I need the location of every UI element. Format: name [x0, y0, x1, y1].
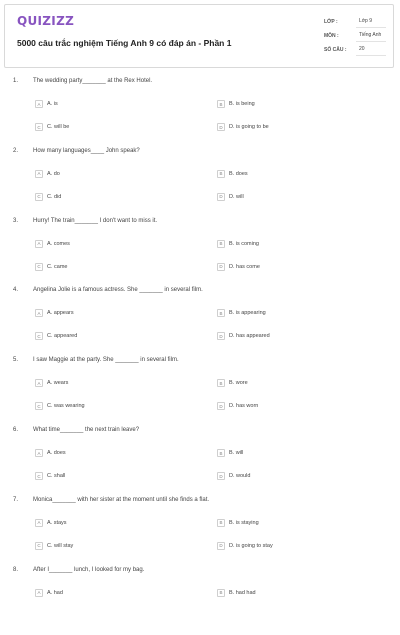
option-letter-box: A	[35, 449, 43, 457]
question-4	[0, 287, 400, 355]
question-number: 8.	[13, 566, 19, 573]
option-text: B. is coming	[229, 240, 259, 247]
question-8	[0, 567, 400, 635]
option-text: A. comes	[47, 240, 70, 247]
option-letter-box: B	[217, 100, 225, 108]
option-text: A. does	[47, 450, 66, 456]
option-b[interactable]	[217, 518, 259, 528]
option-a[interactable]	[35, 588, 63, 598]
question-text: Monica_______ with her sister at the moment until she finds a flat.	[33, 496, 210, 503]
option-b[interactable]	[217, 588, 256, 598]
option-b[interactable]	[217, 169, 248, 179]
option-letter-box: B	[217, 309, 225, 317]
option-text: C. came	[47, 263, 68, 270]
option-b[interactable]	[217, 448, 243, 458]
worksheet-header	[4, 4, 394, 68]
option-d[interactable]	[217, 541, 273, 551]
option-text: D. will	[229, 193, 244, 200]
question-text: What time_______ the next train leave?	[33, 427, 140, 433]
option-letter-box: C	[35, 123, 43, 131]
question-2	[0, 148, 400, 216]
meta-label: SỐ CÂU :	[324, 47, 347, 53]
option-letter-box: C	[35, 332, 43, 340]
option-text: B. had had	[229, 589, 256, 596]
option-text: A. is	[47, 101, 58, 107]
option-d[interactable]	[217, 122, 269, 132]
option-letter-box: D	[217, 402, 225, 410]
question-number: 7.	[13, 496, 19, 503]
option-text: A. wears	[47, 380, 69, 387]
meta-row-subject	[324, 29, 386, 43]
option-letter-box: D	[217, 542, 225, 550]
question-text: The wedding party_______ at the Rex Hotel.	[33, 78, 153, 84]
option-a[interactable]	[35, 239, 70, 249]
question-text: How many languages____ John speak?	[33, 147, 140, 154]
meta-value: Tiếng Anh	[356, 30, 386, 42]
option-c[interactable]	[35, 541, 73, 551]
question-text: I saw Maggie at the party. She _______ in several film.	[33, 357, 179, 364]
option-letter-box: B	[217, 519, 225, 527]
option-a[interactable]	[35, 518, 67, 528]
option-text: B. wore	[229, 380, 248, 387]
option-a[interactable]	[35, 169, 60, 179]
option-text: D. has appeared	[229, 333, 270, 340]
option-b[interactable]	[217, 378, 248, 388]
question-number: 6.	[13, 427, 19, 433]
meta-value: 20	[356, 44, 386, 56]
option-text: C. will be	[47, 124, 70, 130]
option-letter-box: B	[217, 449, 225, 457]
option-c[interactable]	[35, 122, 69, 132]
option-text: A. appears	[47, 310, 74, 317]
option-d[interactable]	[217, 192, 244, 202]
option-c[interactable]	[35, 401, 85, 411]
option-text: A. had	[47, 589, 63, 596]
meta-value: Lớp 9	[356, 16, 386, 28]
question-number: 2.	[13, 147, 19, 154]
option-letter-box: C	[35, 193, 43, 201]
option-b[interactable]	[217, 239, 259, 249]
option-d[interactable]	[217, 401, 258, 411]
option-letter-box: D	[217, 472, 225, 480]
option-a[interactable]	[35, 378, 68, 388]
option-letter-box: B	[217, 589, 225, 597]
question-number: 3.	[13, 217, 19, 224]
worksheet-meta	[324, 15, 386, 57]
option-letter-box: C	[35, 402, 43, 410]
option-a[interactable]	[35, 308, 74, 318]
option-a[interactable]	[35, 448, 66, 458]
option-letter-box: C	[35, 263, 43, 271]
question-text: Hurry! The train_______ I don't want to miss it.	[33, 217, 158, 224]
option-text: B. is appearing	[229, 310, 266, 317]
option-text: D. has worn	[229, 403, 259, 410]
option-text: A. stays	[47, 519, 67, 526]
option-a[interactable]	[35, 99, 58, 109]
option-c[interactable]	[35, 331, 77, 341]
option-letter-box: A	[35, 170, 43, 178]
option-text: D. is going to stay	[229, 542, 273, 549]
option-letter-box: A	[35, 519, 43, 527]
option-text: C. shall	[47, 473, 66, 479]
option-b[interactable]	[217, 99, 255, 109]
option-text: C. will stay	[47, 542, 74, 549]
option-text: D. is going to be	[229, 124, 269, 130]
option-letter-box: D	[217, 332, 225, 340]
option-letter-box: A	[35, 240, 43, 248]
option-c[interactable]	[35, 262, 67, 272]
question-number: 1.	[13, 78, 19, 84]
meta-label: LỚP :	[324, 19, 338, 25]
question-number: 5.	[13, 357, 19, 364]
option-letter-box: A	[35, 309, 43, 317]
option-text: B. does	[229, 170, 248, 177]
option-letter-box: A	[35, 589, 43, 597]
option-letter-box: D	[217, 123, 225, 131]
question-7	[0, 497, 400, 565]
option-d[interactable]	[217, 262, 260, 272]
option-letter-box: C	[35, 542, 43, 550]
option-letter-box: A	[35, 379, 43, 387]
option-letter-box: C	[35, 472, 43, 480]
option-text: D. has come	[229, 263, 260, 270]
option-text: C. appeared	[47, 333, 78, 340]
option-text: B. is staying	[229, 519, 259, 526]
option-letter-box: B	[217, 379, 225, 387]
worksheet-title: 5000 câu trắc nghiệm Tiếng Anh 9 có đáp án - Phần 1	[17, 38, 232, 48]
option-d[interactable]	[217, 331, 270, 341]
option-text: B. is being	[229, 101, 255, 107]
option-letter-box: D	[217, 193, 225, 201]
question-text: Angelina Jolie is a famous actress. She _______ in several film.	[33, 287, 203, 294]
option-text: B. will	[229, 450, 244, 456]
question-3	[0, 218, 400, 286]
option-c[interactable]	[35, 471, 65, 481]
option-text: D. would	[229, 473, 251, 479]
meta-row-grade	[324, 15, 386, 29]
question-number: 4.	[13, 287, 19, 294]
option-letter-box: B	[217, 170, 225, 178]
meta-row-count	[324, 43, 386, 57]
option-b[interactable]	[217, 308, 266, 318]
question-6	[0, 427, 400, 495]
option-letter-box: B	[217, 240, 225, 248]
option-text: C. did	[47, 193, 62, 200]
question-5	[0, 357, 400, 425]
option-letter-box: D	[217, 263, 225, 271]
quizizz-logo: QUIZIZZ	[17, 14, 75, 28]
option-text: A. do	[47, 170, 60, 177]
option-c[interactable]	[35, 192, 61, 202]
question-text: After I_______ lunch, I looked for my bag.	[33, 566, 145, 573]
question-1	[0, 78, 400, 146]
option-text: C. was wearing	[47, 403, 85, 410]
meta-label: MÔN :	[324, 33, 339, 39]
option-letter-box: A	[35, 100, 43, 108]
option-d[interactable]	[217, 471, 250, 481]
